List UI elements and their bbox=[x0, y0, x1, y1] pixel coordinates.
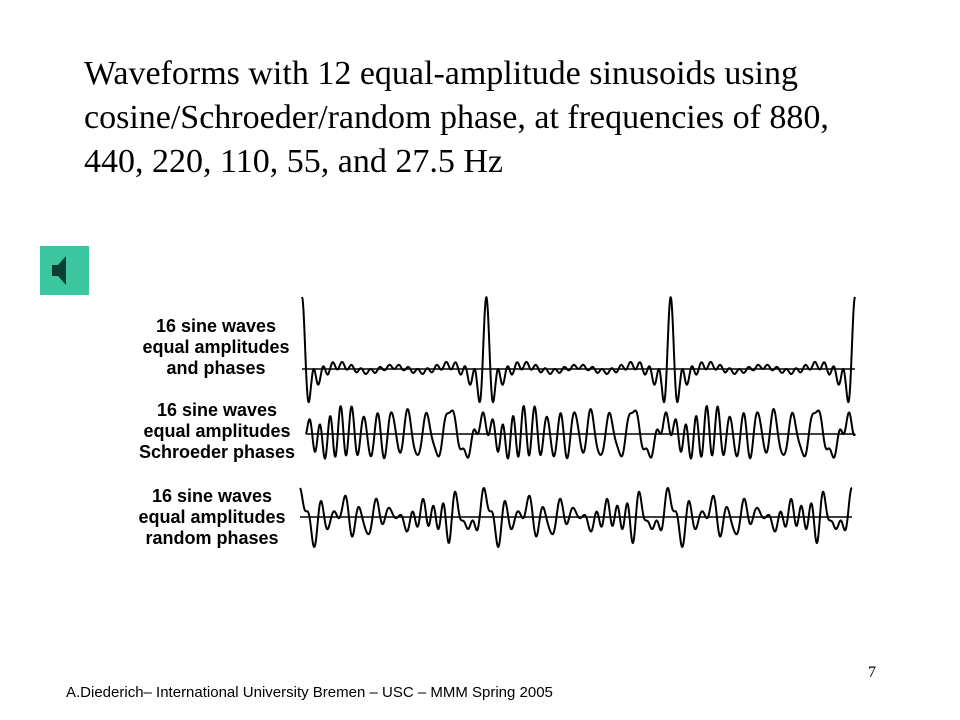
label-line: and phases bbox=[166, 358, 266, 378]
footer-text: A.Diederich– International University Bremen – USC – MMM Spring 2005 bbox=[66, 684, 553, 701]
label-line: 16 sine waves bbox=[155, 316, 277, 336]
waveform-trace-schroeder bbox=[306, 406, 855, 459]
label-line: 16 sine waves bbox=[151, 486, 273, 506]
waveform-label-random bbox=[126, 486, 298, 549]
waveform-label-schroeder bbox=[126, 400, 308, 463]
waveform-trace-random bbox=[300, 488, 852, 547]
label-line: equal amplitudes bbox=[138, 507, 286, 527]
label-line: equal amplitudes bbox=[143, 421, 291, 441]
label-line: equal amplitudes bbox=[142, 337, 290, 357]
waveform-trace-cosine bbox=[302, 297, 855, 402]
page-number: 7 bbox=[868, 664, 876, 681]
speaker-icon bbox=[40, 246, 89, 295]
sound-button[interactable] bbox=[40, 246, 89, 295]
label-line: random phases bbox=[145, 528, 279, 548]
label-line: Schroeder phases bbox=[138, 442, 296, 462]
slide-title: Waveforms with 12 equal-amplitude sinusoids using cosine/Schroeder/random phase, at frequencies of 880, 440, 220, 110, 55, and 27.5 Hz bbox=[84, 55, 829, 180]
label-line: 16 sine waves bbox=[156, 400, 278, 420]
waveform-label-cosine bbox=[130, 316, 302, 379]
